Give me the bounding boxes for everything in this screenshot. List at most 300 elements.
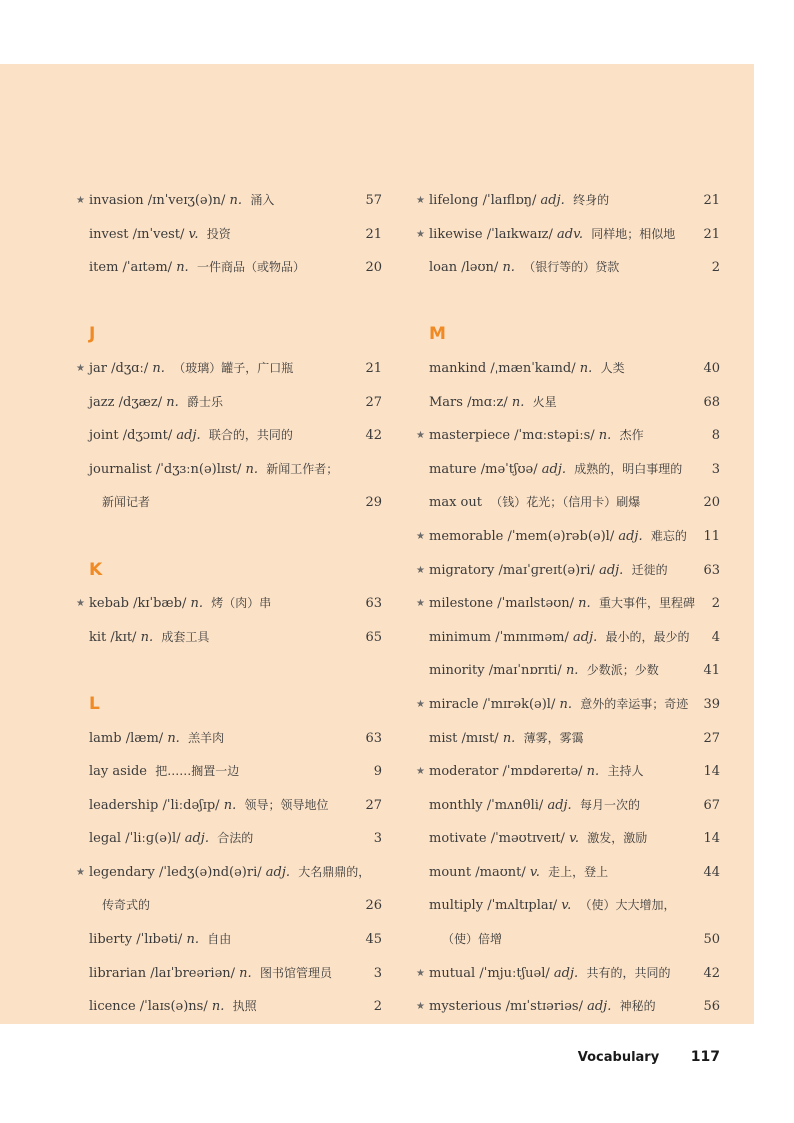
entry-text	[89, 755, 239, 789]
part-of-speech: adv.	[557, 226, 584, 242]
entry-text	[89, 923, 231, 957]
headword: mankind	[429, 360, 487, 376]
entry-text	[429, 419, 644, 453]
page-ref: 21	[703, 193, 720, 208]
meaning: （使）大大增加，	[579, 898, 676, 913]
section-letter: L	[89, 693, 100, 714]
pronunciation: /ˈməʊtɪveɪt/	[490, 831, 565, 847]
entry-text	[429, 218, 675, 252]
part-of-speech: n.	[502, 730, 516, 746]
part-of-speech: n.	[223, 797, 237, 813]
pronunciation: /mɪst/	[461, 730, 499, 746]
headword: mutual	[429, 965, 476, 981]
meaning: 同样地；相似地	[591, 226, 676, 241]
entry-text	[89, 251, 305, 285]
page-ref: 63	[703, 562, 720, 578]
meaning: 杰作	[619, 428, 644, 443]
meaning: 涌入	[250, 193, 275, 207]
part-of-speech: adj.	[540, 193, 565, 208]
pronunciation: /ɪnˈvest/	[132, 226, 185, 242]
page-ref: 11	[703, 528, 720, 544]
pronunciation: /ˈmem(ə)rəb(ə)l/	[507, 528, 615, 544]
part-of-speech: n.	[579, 360, 593, 376]
page-ref: 21	[703, 226, 720, 242]
vocab-entry	[418, 789, 720, 823]
part-of-speech: n.	[565, 663, 579, 679]
headword: likewise	[429, 226, 483, 242]
meaning: 一件商品（或物品）	[196, 260, 305, 275]
left-column	[78, 184, 382, 1024]
entry-continuation	[78, 889, 382, 923]
headword: minimum	[429, 629, 492, 645]
vocab-entry	[418, 184, 720, 218]
page-ref: 14	[703, 764, 720, 780]
page-ref: 8	[711, 428, 720, 444]
page-ref: 50	[703, 932, 720, 948]
part-of-speech: n.	[211, 999, 225, 1015]
meaning: 领导；领导地位	[244, 797, 329, 812]
part-of-speech: adj.	[599, 562, 624, 578]
meaning: 新闻工作者；	[266, 461, 339, 476]
meaning: 成熟的，明白事理的	[574, 461, 683, 476]
headword: miracle	[429, 696, 479, 712]
page-ref: 29	[365, 495, 382, 511]
pronunciation: /ˈliːɡ(ə)l/	[125, 831, 181, 847]
entry-continuation	[418, 923, 720, 957]
headword: monthly	[429, 797, 483, 813]
meaning: 投资	[206, 226, 231, 241]
headword: memorable	[429, 528, 504, 544]
vocab-entry	[78, 587, 382, 621]
entry-text	[89, 621, 209, 655]
entry-text	[429, 654, 659, 688]
pronunciation: /ˌmænˈkaɪnd/	[490, 360, 576, 376]
part-of-speech: v.	[529, 864, 540, 880]
pronunciation: /ˈmɑːstəpiːs/	[514, 428, 595, 444]
page-ref: 63	[365, 730, 382, 746]
meaning: 少数派；少数	[586, 663, 659, 678]
page-ref: 27	[365, 394, 382, 410]
pronunciation: /ˈmɪrək(ə)l/	[482, 696, 556, 712]
pronunciation: /ˈmjuːtʃuəl/	[479, 965, 550, 981]
part-of-speech: adj.	[265, 864, 290, 880]
entry-text	[429, 251, 619, 285]
headword: lay aside	[89, 764, 147, 780]
page-ref: 57	[365, 193, 382, 208]
entry-text	[89, 352, 293, 386]
part-of-speech: v.	[569, 831, 579, 847]
headword: mature	[429, 461, 477, 477]
vocabulary-panel	[0, 64, 754, 1024]
pronunciation: /ˈlaɪs(ə)ns/	[139, 999, 208, 1015]
page-ref: 4	[711, 629, 720, 645]
entry-text	[89, 957, 332, 991]
vocab-entry	[418, 419, 720, 453]
page-ref: 44	[703, 864, 720, 880]
entry-text	[429, 453, 682, 487]
part-of-speech: n.	[245, 461, 258, 477]
pronunciation: /ləʊn/	[461, 260, 499, 276]
pronunciation: /ˈmʌltɪplaɪ/	[487, 898, 558, 914]
vocab-entry	[78, 990, 382, 1024]
headword: mist	[429, 730, 458, 746]
vocab-entry	[78, 789, 382, 823]
part-of-speech: n.	[166, 394, 179, 410]
vocab-entry	[78, 957, 382, 991]
section-letter: M	[429, 324, 446, 345]
part-of-speech: n.	[186, 932, 199, 948]
entry-text	[429, 520, 687, 554]
entry-text	[429, 554, 668, 588]
part-of-speech: n.	[239, 965, 252, 981]
meaning: 联合的，共同的	[208, 428, 293, 443]
star-icon: ★	[416, 698, 425, 710]
page-ref: 9	[373, 764, 382, 780]
vocab-entry	[78, 923, 382, 957]
vocab-entry	[78, 822, 382, 856]
headword: invasion	[89, 193, 144, 208]
meaning: 走上，登上	[548, 864, 609, 879]
pronunciation: /məˈtʃʊə/	[480, 461, 538, 477]
headword: migratory	[429, 562, 495, 578]
page-ref: 2	[711, 596, 720, 612]
entry-text	[89, 789, 329, 823]
vocab-entry	[418, 554, 720, 588]
star-icon: ★	[416, 598, 425, 610]
entry-text	[89, 453, 338, 487]
headword: kit	[89, 629, 107, 645]
vocab-entry	[418, 251, 720, 285]
page-ref: 42	[703, 965, 720, 981]
part-of-speech: adj.	[547, 797, 572, 813]
meaning: （钱）花光；（信用卡）刷爆	[490, 495, 641, 510]
pronunciation: /dʒɔɪnt/	[122, 428, 173, 444]
page-ref: 42	[365, 428, 382, 444]
headword: jar	[89, 360, 107, 376]
part-of-speech: adj.	[587, 999, 612, 1015]
part-of-speech: adj.	[184, 831, 209, 847]
vocab-entry	[418, 386, 720, 420]
vocab-entry	[418, 486, 720, 520]
part-of-speech: v.	[188, 226, 199, 242]
entry-text	[89, 419, 293, 453]
meaning: 成套工具	[161, 629, 210, 644]
entry-text	[429, 755, 643, 789]
part-of-speech: n.	[511, 394, 525, 410]
headword: lamb	[89, 730, 122, 746]
entry-text	[429, 486, 640, 520]
pronunciation: /læm/	[125, 730, 164, 746]
headword: jazz	[89, 394, 115, 410]
pronunciation: /ˈdʒɜːn(ə)lɪst/	[155, 461, 242, 477]
part-of-speech: n.	[578, 596, 591, 612]
page-ref: 21	[365, 226, 382, 242]
page-ref: 3	[373, 965, 382, 981]
pronunciation: /maʊnt/	[475, 864, 526, 880]
entry-text	[429, 386, 557, 420]
entry-text	[429, 789, 640, 823]
vocab-entry	[418, 755, 720, 789]
headword: liberty	[89, 932, 133, 948]
meaning: 迁徙的	[631, 562, 668, 577]
meaning: 烤（肉）串	[211, 596, 272, 611]
vocab-entry	[418, 587, 720, 621]
entry-text	[89, 722, 224, 756]
entry-text	[89, 386, 223, 420]
entry-text	[89, 822, 253, 856]
star-icon: ★	[76, 866, 85, 878]
headword: journalist	[89, 461, 152, 477]
pronunciation: /ˈlɪbəti/	[136, 932, 183, 948]
meaning: 合法的	[217, 831, 254, 846]
spacer	[78, 654, 382, 688]
entry-text	[89, 218, 231, 252]
entry-text	[429, 957, 670, 991]
meaning: 把……搁置一边	[155, 764, 240, 779]
continuation-text: （使）倍增	[442, 932, 503, 947]
headword: motivate	[429, 831, 487, 847]
entry-text	[89, 184, 274, 218]
pronunciation: /ˈmɒdəreɪtə/	[502, 764, 583, 780]
vocab-entry	[78, 755, 382, 789]
pronunciation: /ˈlaɪflɒŋ/	[482, 193, 537, 208]
pronunciation: /ˈmɪnɪməm/	[495, 629, 569, 645]
entry-text	[429, 688, 688, 722]
page-ref: 20	[703, 495, 720, 511]
vocab-entry	[418, 688, 720, 722]
page-ref: 41	[703, 663, 720, 679]
headword: masterpiece	[429, 428, 511, 444]
star-icon: ★	[76, 362, 85, 374]
headword: item	[89, 260, 119, 276]
footer-label: Vocabulary	[577, 1050, 660, 1065]
vocab-entry	[418, 822, 720, 856]
entry-text	[89, 587, 271, 621]
page-ref: 20	[365, 260, 382, 276]
entry-text	[429, 822, 647, 856]
meaning: 主持人	[607, 764, 644, 779]
headword: legendary	[89, 864, 155, 880]
star-icon: ★	[416, 564, 425, 576]
headword: mount	[429, 864, 472, 880]
page-ref: 27	[703, 730, 720, 746]
part-of-speech: n.	[586, 764, 600, 780]
meaning: 意外的幸运事；奇迹	[580, 696, 689, 711]
headword: librarian	[89, 965, 147, 981]
part-of-speech: n.	[559, 696, 572, 712]
pronunciation: /maɪˈnɒrɪti/	[488, 663, 562, 679]
page-ref: 14	[703, 831, 720, 847]
vocab-entry	[418, 990, 720, 1024]
meaning: 羔羊肉	[188, 730, 225, 745]
part-of-speech: n.	[176, 260, 189, 276]
headword: moderator	[429, 764, 499, 780]
right-column	[418, 184, 720, 1024]
star-icon: ★	[416, 430, 425, 442]
meaning: 重大事件，里程碑	[598, 596, 695, 611]
headword: invest	[89, 226, 129, 242]
entry-text	[429, 990, 656, 1024]
meaning: （银行等的）贷款	[523, 260, 620, 275]
vocab-entry	[78, 386, 382, 420]
pronunciation: /kɪt/	[110, 629, 137, 645]
section-letter: K	[89, 559, 103, 580]
vocab-entry	[78, 419, 382, 453]
part-of-speech: n.	[502, 260, 515, 276]
vocab-entry	[78, 453, 382, 487]
page-ref: 27	[365, 797, 382, 813]
meaning: 终身的	[573, 193, 610, 207]
star-icon: ★	[416, 195, 425, 206]
page-ref: 2	[711, 260, 720, 276]
star-icon: ★	[416, 766, 425, 778]
part-of-speech: n.	[152, 360, 165, 376]
meaning: 图书馆管理员	[259, 965, 332, 980]
meaning: 大名鼎鼎的，	[298, 864, 371, 879]
headword: licence	[89, 999, 136, 1015]
meaning: 爵士乐	[187, 394, 224, 409]
pronunciation: /ˈliːdəʃɪp/	[162, 797, 220, 813]
page-ref: 39	[703, 696, 720, 712]
vocab-entry	[418, 453, 720, 487]
pronunciation: /kɪˈbæb/	[133, 596, 187, 612]
part-of-speech: n.	[167, 730, 180, 746]
part-of-speech: v.	[561, 898, 572, 914]
page-ref: 63	[365, 596, 382, 612]
spacer	[418, 285, 720, 319]
entry-text	[429, 889, 676, 923]
page-footer	[578, 1044, 720, 1068]
meaning: 人类	[600, 360, 625, 375]
meaning: 激发，激励	[587, 831, 648, 846]
star-icon: ★	[416, 967, 425, 979]
pronunciation: /ɪnˈveɪʒ(ə)n/	[147, 193, 226, 208]
pronunciation: /laɪˈbreəriən/	[150, 965, 236, 981]
pronunciation: /mɪˈstɪəriəs/	[505, 999, 583, 1015]
entry-text	[429, 587, 695, 621]
headword: leadership	[89, 797, 159, 813]
meaning: 自由	[207, 932, 232, 947]
star-icon: ★	[76, 195, 85, 206]
entry-text	[429, 352, 625, 386]
vocab-entry	[78, 218, 382, 252]
vocab-entry	[78, 184, 382, 218]
part-of-speech: adj.	[618, 528, 643, 544]
star-icon: ★	[416, 530, 425, 542]
vocab-entry	[418, 352, 720, 386]
part-of-speech: adj.	[553, 965, 579, 981]
part-of-speech: n.	[140, 629, 154, 645]
part-of-speech: adj.	[541, 461, 566, 477]
headword: joint	[89, 428, 119, 444]
headword: legal	[89, 831, 122, 847]
pronunciation: /ˈledʒ(ə)nd(ə)ri/	[159, 864, 262, 880]
part-of-speech: n.	[190, 596, 203, 612]
part-of-speech: n.	[229, 193, 243, 208]
spacer	[78, 520, 382, 554]
star-icon: ★	[416, 1001, 425, 1013]
headword: milestone	[429, 596, 494, 612]
vocab-entry	[78, 251, 382, 285]
vocab-entry	[418, 654, 720, 688]
entry-text	[429, 856, 608, 890]
headword: max out	[429, 495, 482, 511]
entry-continuation	[78, 486, 382, 520]
page-ref: 67	[703, 797, 720, 813]
part-of-speech: n.	[598, 428, 612, 444]
pronunciation: /dʒɑː/	[111, 360, 149, 376]
page-ref: 21	[365, 360, 382, 376]
headword: loan	[429, 260, 458, 276]
page-number: 117	[690, 1049, 720, 1065]
vocab-entry	[418, 218, 720, 252]
headword: mysterious	[429, 999, 502, 1015]
pronunciation: /ˈmaɪlstəʊn/	[497, 596, 575, 612]
page-ref: 68	[703, 394, 720, 410]
continuation-text: 传奇式的	[102, 898, 151, 913]
headword: Mars	[429, 394, 463, 410]
vocab-entry	[418, 957, 720, 991]
vocab-entry	[418, 722, 720, 756]
pronunciation: /dʒæz/	[118, 394, 163, 410]
headword: multiply	[429, 898, 484, 914]
vocab-entry	[78, 722, 382, 756]
pronunciation: /ˈlaɪkwaɪz/	[486, 226, 553, 242]
meaning: 每月一次的	[579, 797, 640, 812]
section-letter: J	[89, 324, 96, 345]
pronunciation: /maɪˈɡreɪt(ə)ri/	[498, 562, 595, 578]
meaning: 共有的，共同的	[586, 965, 671, 980]
page-ref: 45	[365, 932, 382, 948]
page-ref: 3	[711, 461, 720, 477]
pronunciation: /mɑːz/	[467, 394, 508, 410]
meaning: 火星	[532, 394, 557, 409]
page-ref: 56	[703, 999, 720, 1015]
star-icon: ★	[76, 598, 85, 610]
entry-text	[429, 722, 584, 756]
meaning: 执照	[232, 999, 257, 1014]
page-ref: 26	[365, 898, 382, 914]
star-icon: ★	[416, 228, 425, 240]
headword: minority	[429, 663, 485, 679]
entry-text	[429, 184, 609, 218]
spacer	[78, 285, 382, 319]
meaning: 难忘的	[650, 528, 687, 543]
entry-text	[429, 621, 690, 655]
vocab-entry	[78, 621, 382, 655]
part-of-speech: adj.	[176, 428, 201, 444]
meaning: （玻璃）罐子，广口瓶	[173, 360, 294, 375]
vocab-entry	[78, 352, 382, 386]
vocab-entry	[418, 856, 720, 890]
vocab-entry	[78, 856, 382, 890]
pronunciation: /ˈaɪtəm/	[122, 260, 173, 276]
part-of-speech: adj.	[573, 629, 598, 645]
headword: lifelong	[429, 193, 479, 208]
continuation-text: 新闻记者	[102, 495, 151, 510]
meaning: 薄雾，雾霭	[523, 730, 584, 745]
vocab-entry	[418, 621, 720, 655]
page-ref: 2	[373, 999, 382, 1015]
entry-text	[89, 856, 370, 890]
meaning: 神秘的	[619, 999, 656, 1014]
pronunciation: /ˈmʌnθli/	[486, 797, 544, 813]
page-ref: 65	[365, 629, 382, 645]
vocab-entry	[418, 889, 720, 923]
headword: kebab	[89, 596, 129, 612]
entry-text	[89, 990, 257, 1024]
page-ref: 40	[703, 360, 720, 376]
